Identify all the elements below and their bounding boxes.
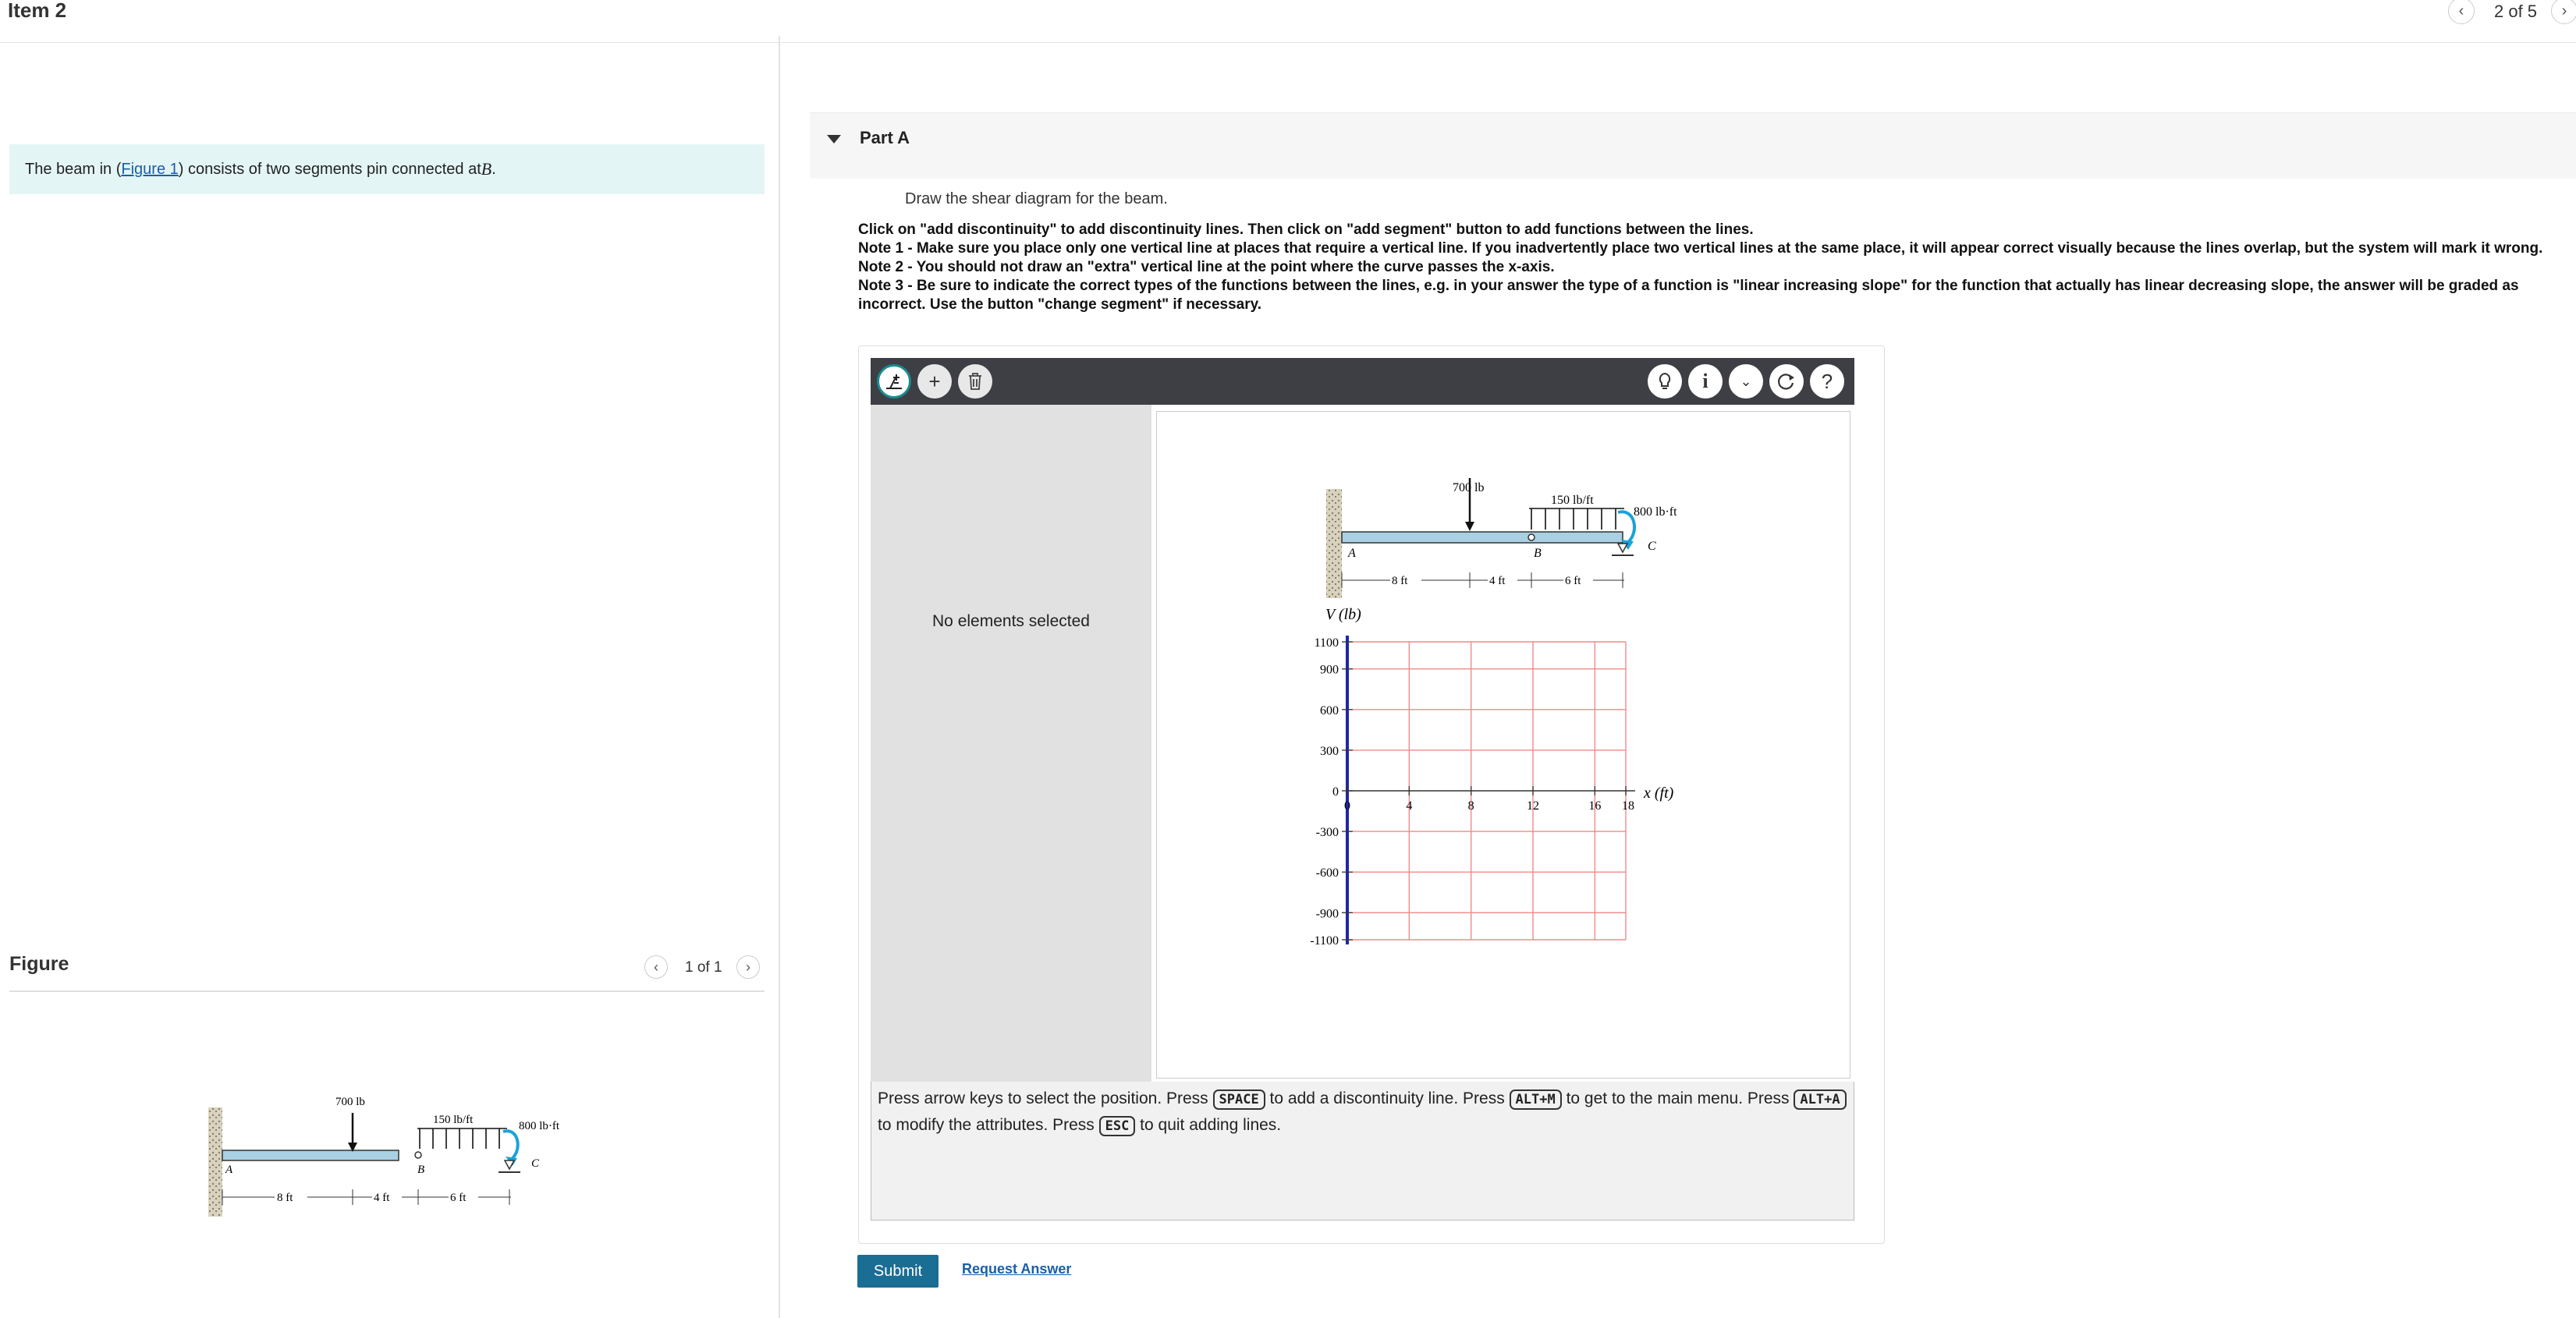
key-esc: ESC — [1099, 1116, 1136, 1136]
instruction-line: Click on "add discontinuity" to add discontinuity lines. Then click on "add segment" button to add functions between the lines. — [858, 221, 1754, 238]
figure-title: Figure — [9, 953, 69, 975]
canvas-beam-body — [1342, 532, 1623, 543]
moment-label: 800 lb·ft — [519, 1120, 560, 1132]
figure-link[interactable]: Figure 1 — [121, 160, 179, 178]
canvas-dim-label-2: 4 ft — [1489, 575, 1506, 587]
trash-icon — [967, 372, 984, 391]
hint-button[interactable] — [1648, 364, 1682, 399]
y-tick-label: 600 — [1320, 703, 1339, 717]
key-alt-a: ALT+A — [1794, 1089, 1846, 1110]
figure-next-button[interactable] — [736, 955, 760, 979]
dim-label-2: 4 ft — [374, 1192, 390, 1204]
x-axis-ticks — [1344, 786, 1634, 813]
help-button[interactable] — [1810, 364, 1844, 399]
point-b-var: B — [481, 159, 492, 179]
x-tick-label: 8 — [1467, 799, 1474, 813]
help-icon: ? — [1821, 369, 1833, 393]
part-a-header[interactable] — [810, 112, 2576, 179]
x-tick-label: 12 — [1527, 799, 1539, 813]
add-segment-icon: + — [928, 369, 941, 393]
y-axis-title: V (lb) — [1325, 606, 1361, 623]
item-title: Item 2 — [8, 0, 67, 22]
canvas-label-c: C — [1648, 540, 1656, 553]
attributes-panel — [871, 405, 1151, 1082]
canvas-point-load-label: 700 lb — [1453, 481, 1485, 494]
label-c: C — [531, 1157, 540, 1170]
pane-divider — [779, 36, 780, 1318]
pin-icon — [415, 1152, 421, 1158]
canvas-label-b: B — [1534, 547, 1542, 560]
chevron-right-icon: › — [746, 958, 750, 975]
collapse-caret-icon[interactable] — [827, 135, 841, 143]
shear-diagram-canvas[interactable] — [1156, 411, 1850, 1079]
submit-button[interactable]: Submit — [857, 1255, 939, 1288]
help-text: to get to the main menu. Press — [1561, 1089, 1794, 1107]
figure-counter: 1 of 1 — [685, 959, 722, 976]
info-button[interactable] — [1688, 364, 1723, 399]
chevron-left-icon: ‹ — [2458, 2, 2464, 19]
instruction-line: Note 2 - You should not draw an "extra" vertical line at the point where the curve passes the x-axis. — [858, 259, 1555, 275]
help-text: Press arrow keys to select the position. Press — [878, 1089, 1213, 1107]
next-item-button[interactable] — [2551, 0, 2576, 24]
help-text: to add a discontinuity line. Press — [1265, 1089, 1510, 1107]
figure-beam-diagram — [199, 1088, 589, 1228]
pin-icon — [1528, 534, 1535, 540]
graph-grid — [1347, 636, 1635, 944]
y-tick-label: 300 — [1320, 744, 1339, 758]
x-tick-label: 4 — [1406, 799, 1413, 813]
add-segment-button[interactable] — [917, 364, 952, 399]
key-space: SPACE — [1213, 1089, 1265, 1110]
instruction-line: Note 3 - Be sure to indicate the correct types of the functions between the lines, e.g. in your answer the type of a function is "linear increasing slope" for the function that actually has linear decreasing slope, the answer will be graded as incorrect. Use the button "change segment" if necessary. — [858, 278, 2519, 313]
canvas-dim-label-1: 8 ft — [1392, 575, 1408, 587]
wall-icon — [208, 1107, 222, 1217]
x-axis-title: x (ft) — [1644, 785, 1674, 802]
beam-body — [222, 1150, 399, 1160]
label-b: B — [417, 1164, 425, 1176]
y-tick-label: 1100 — [1314, 636, 1339, 650]
reset-button[interactable] — [1769, 364, 1804, 399]
chevron-down-icon: ⌄ — [1740, 373, 1752, 389]
top-bar — [0, 0, 2576, 43]
instructions — [858, 221, 2574, 314]
reset-icon — [1776, 371, 1797, 392]
instruction-line: Note 1 - Make sure you place only one vertical line at places that require a vertical line. If you inadvertently place two vertical lines at the same place, it will appear correct visually because the lines overlap, but the system will mark it wrong. — [858, 240, 2543, 257]
add-discontinuity-icon — [884, 371, 904, 392]
intro-period: . — [491, 160, 496, 178]
y-tick-label: -900 — [1315, 907, 1339, 921]
y-tick-label: -300 — [1315, 826, 1339, 840]
label-a: A — [225, 1164, 233, 1176]
wall-icon — [1326, 489, 1342, 598]
more-menu-button[interactable] — [1729, 364, 1763, 399]
y-tick-label: -600 — [1315, 866, 1339, 880]
point-load-label: 700 lb — [335, 1096, 365, 1108]
keyboard-help — [871, 1082, 1854, 1221]
request-answer-link[interactable]: Request Answer — [962, 1261, 1072, 1277]
chevron-right-icon: › — [2561, 2, 2567, 19]
selection-status: No elements selected — [932, 612, 1090, 630]
canvas-moment-label: 800 lb·ft — [1634, 505, 1677, 519]
moment-arrow-icon — [503, 1131, 518, 1160]
part-title: Part A — [860, 128, 910, 147]
help-text: to quit adding lines. — [1135, 1116, 1282, 1134]
info-icon: i — [1702, 370, 1708, 392]
y-tick-label: 900 — [1320, 663, 1339, 677]
help-text: to modify the attributes. Press — [878, 1116, 1099, 1134]
x-tick-label: 18 — [1622, 799, 1634, 813]
intro-text: The beam in ( — [25, 160, 122, 178]
lightbulb-icon — [1655, 371, 1674, 392]
intro-text-2: ) consists of two segments pin connected at — [178, 160, 481, 178]
task-text: Draw the shear diagram for the beam. — [905, 190, 1168, 207]
figure-divider — [9, 990, 765, 992]
y-tick-label: -1100 — [1310, 934, 1339, 948]
item-counter: 2 of 5 — [2494, 2, 2538, 21]
x-tick-label: 0 — [1344, 799, 1350, 813]
problem-statement — [9, 144, 765, 194]
x-tick-label: 16 — [1588, 799, 1602, 813]
dim-label-3: 6 ft — [450, 1192, 467, 1204]
key-alt-m: ALT+M — [1510, 1089, 1562, 1110]
canvas-dim-label-3: 6 ft — [1565, 575, 1581, 587]
dist-load-label: 150 lb/ft — [433, 1114, 474, 1126]
dim-label-1: 8 ft — [277, 1192, 293, 1204]
y-tick-label: 0 — [1332, 785, 1339, 799]
roller-support-icon — [1618, 544, 1627, 552]
add-discontinuity-button[interactable] — [877, 364, 911, 399]
chevron-left-icon: ‹ — [654, 958, 658, 975]
figure-prev-button[interactable] — [644, 955, 668, 979]
canvas-dist-load-label: 150 lb/ft — [1551, 494, 1594, 507]
canvas-label-a: A — [1348, 547, 1356, 560]
delete-button[interactable] — [958, 364, 992, 399]
